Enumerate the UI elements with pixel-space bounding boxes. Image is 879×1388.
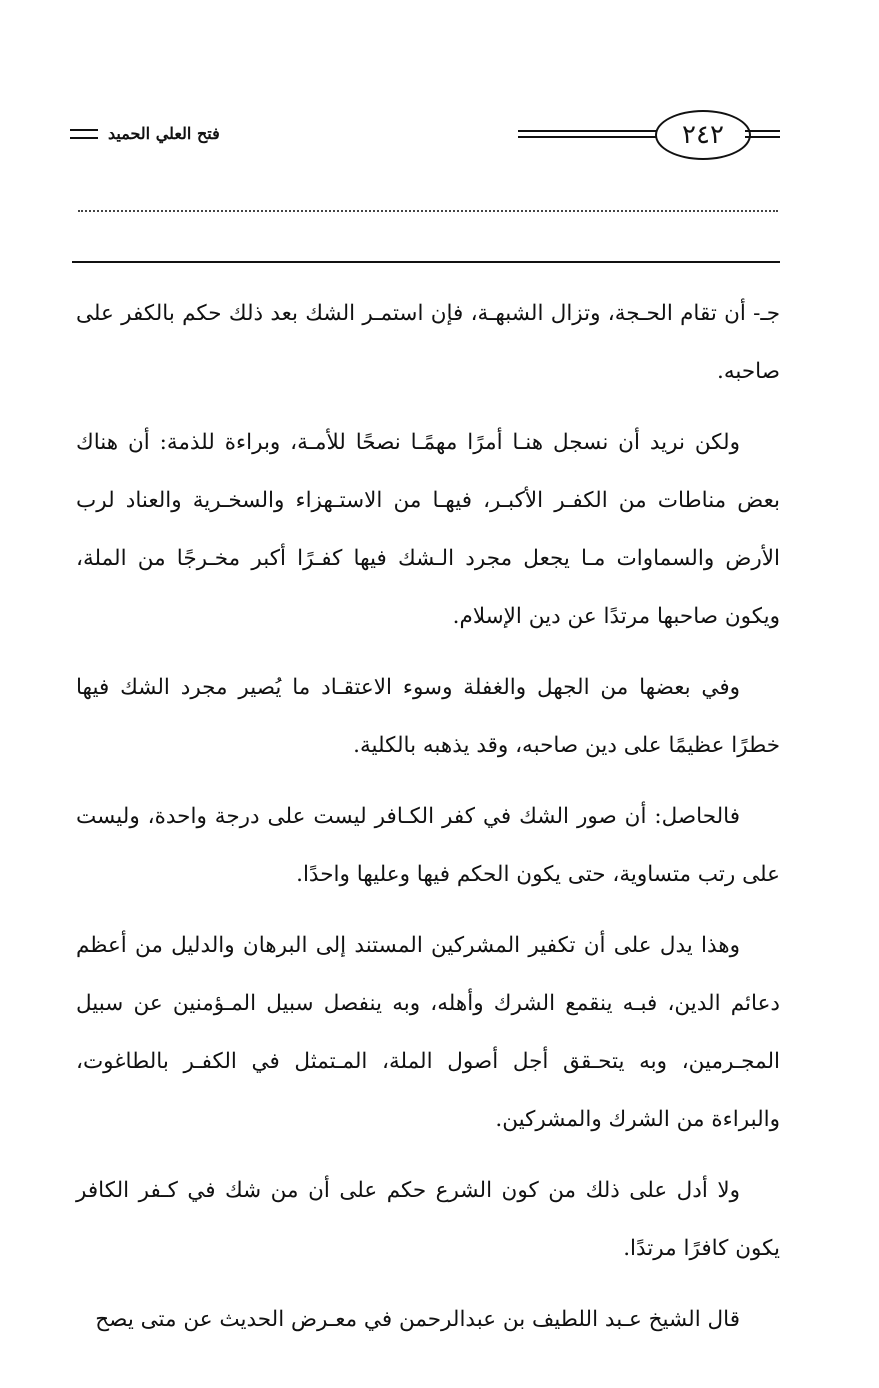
paragraph: وهذا يدل على أن تكفير المشركين المستند إلى البرهان والدليل من أعظم دعائم الدين، فبـه ينقمع الشرك وأهله، وبه ينفصل سبيل المـؤمنين عن سبيل المجـرمين، وبه يتحـقق أجل أصول الملة، المـتمثل في الكفـر بالطاغوت، والبراءة من الشرك والمشركين. [76, 933, 780, 1132]
paragraph: جـ- أن تقام الحـجة، وتزال الشبهـة، فإن استمـر الشك بعد ذلك حكم بالكفر على صاحبه. [76, 301, 780, 384]
paragraph: قال الشيخ عـبد اللطيف بن عبدالرحمن في معـرض الحديث عن متى يصح [95, 1307, 740, 1332]
body-text [76, 285, 780, 1362]
header-double-rule [518, 130, 658, 138]
header-double-rule-end [745, 130, 780, 138]
solid-separator [72, 261, 780, 263]
page-number: ٢٤٢ [655, 110, 751, 160]
title-ornament-rule [70, 129, 98, 139]
book-title: فتح العلي الحميد [108, 124, 220, 143]
running-title [70, 124, 220, 143]
paragraph: ولا أدل على ذلك من كون الشرع حكم على أن من شك في كـفر الكافر يكون كافرًا مرتدًا. [76, 1178, 780, 1261]
page-header [70, 108, 780, 158]
dotted-separator [78, 210, 778, 212]
paragraph: فالحاصل: أن صور الشك في كفر الكـافر ليست على درجة واحدة، وليست على رتب متساوية، حتى يكون الحكم فيها وعليها واحدًا. [76, 804, 780, 887]
paragraph: وفي بعضها من الجهل والغفلة وسوء الاعتقـاد ما يُصير مجرد الشك فيها خطرًا عظيمًا على دين صاحبه، وقد يذهبه بالكلية. [76, 675, 780, 758]
paragraph: ولكن نريد أن نسجل هنـا أمرًا مهمًـا نصحًا للأمـة، وبراءة للذمة: أن هناك بعض مناطات من الكفـر الأكبـر، فيهـا من الاستـهزاء والسخـرية والعناد لرب الأرض والسماوات مـا يجعل مجرد الـشك فيها كفـرًا أكبر مخـرجًا من الملة، ويكون صاحبها مرتدًا عن دين الإسلام. [76, 430, 780, 629]
